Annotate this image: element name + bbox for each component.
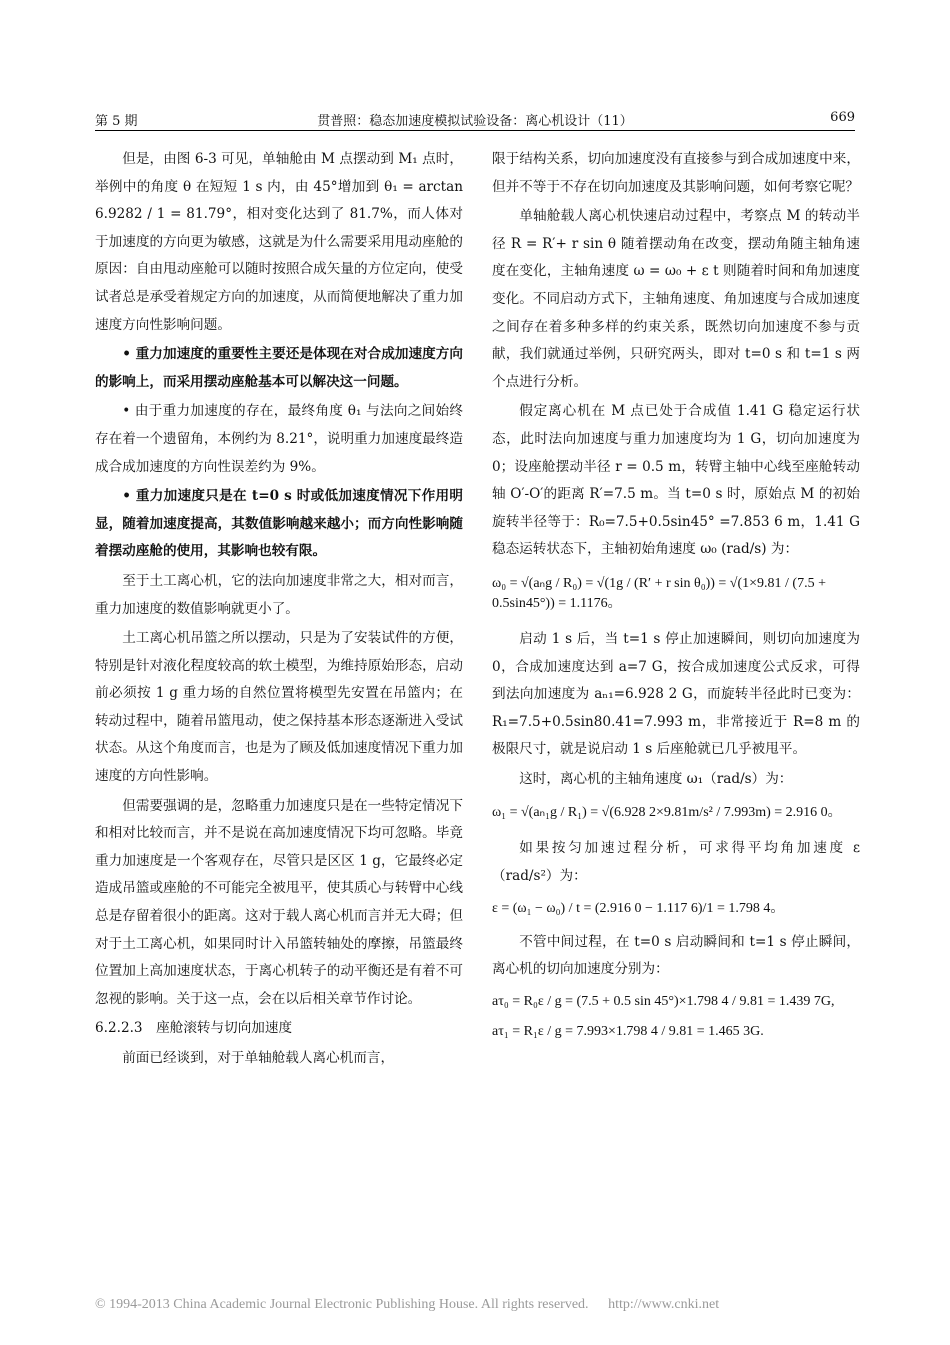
paragraph: 单轴舱载人离心机快速启动过程中，考察点 M 的转动半径 R = R′+ r sin θ 随着摆动角在改变，摆动角随主轴角速度在变化，主轴角速度 ω = ω₀ + ε t 则随着时间和角加速度变化。不同启动方式下，主轴角速度、角加速度与合成加速度之间存在着多种多样的约束关系，既然切向加速度不参与贡献，我们就通过举例，只研究两头，即对 t=0 s 和 t=1 s 两个点进行分析。 — [492, 208, 860, 390]
equation-epsilon: ε = (ω₁ − ω₀) / t = (2.916 0 − 1.117 6)/1 = 1.798 4。 — [492, 900, 785, 916]
paragraph: 土工离心机吊篮之所以摆动，只是为了安装试件的方便，特别是针对液化程度较高的软土模型，为维持原始形态，启动前必须按 1 g 重力场的自然位置将模型先安置在吊篮内；在转动过程中，随着吊篮甩动，使之保持基本形态逐渐进入受试状态。从这个角度而言，也是为了顾及低加速度情况下重力加速度的方向性影响。 — [95, 630, 463, 785]
paragraph: 但需要强调的是，忽略重力加速度只是在一些特定情况下和相对比较而言，并不是说在高加速度情况下均可忽略。毕竟重力加速度是一个客观存在，尽管只是区区 1 g，它最终必定造成吊篮或座舱的不可能完全被甩平，使其质心与转臂中心线总是存留着很小的距离。这对于载人离心机而言并无大碍；但对于土工离心机，如果同时计入吊篮转轴处的摩擦，吊篮最终位置加上高加速度状态，于离心机转子的动平衡还是有着不可忽视的影响。关于这一点，会在以后相关章节作讨论。 — [95, 797, 463, 1007]
bullet-point: • 重力加速度的重要性主要还是体现在对合成加速度方向的影响上，而采用摆动座舱基本可以解决这一问题。 — [95, 346, 463, 390]
paragraph: 启动 1 s 后，当 t=1 s 停止加速瞬间，则切向加速度为 0，合成加速度达到 a=7 G，按合成加速度公式反求，可得到法向加速度为 aₙ₁=6.928 2 G，而旋转半径此时已变为：R₁=7.5+0.5sin80.41=7.993 m，非常接近于 R=8 m 的极限尺寸，就是说启动 1 s 后座舱就已几乎被甩平。 — [492, 630, 860, 758]
footer-url: http://www.cnki.net — [608, 1297, 720, 1312]
paragraph: 这时，离心机的主轴角速度 ω₁（rad/s）为： — [519, 770, 793, 787]
running-title: 贯普照：稳态加速度模拟试验设备：离心机设计（11） — [317, 114, 633, 129]
bullet-point: • 重力加速度只是在 t=0 s 时或低加速度情况下作用明显，随着加速度提高，其数值影响越来越小；而方向性影响随着摆动座舱的使用，其影响也较有限。 — [95, 488, 463, 560]
paragraph: 前面已经谈到，对于单轴舱载人离心机而言， — [122, 1050, 395, 1066]
equation-a-tau1: aτ₁ = R₁ε / g = 7.993×1.798 4 / 9.81 = 1.465 3G. — [492, 1023, 764, 1039]
section-heading: 6.2.2.3 座舱滚转与切向加速度 — [95, 1020, 293, 1037]
right-column — [492, 146, 860, 1052]
issue-number: 第 5 期 — [95, 114, 138, 129]
page-number: 669 — [830, 110, 855, 125]
copyright-notice: © 1994-2013 China Academic Journal Electronic Publishing House. All rights reserved. — [95, 1297, 589, 1312]
bullet-point: • 由于重力加速度的存在，最终角度 θ₁ 与法向之间始终存在着一个遗留角，本例约为 8.21°，说明重力加速度最终造成合成加速度的方向性误差约为 9%。 — [95, 403, 463, 475]
page-footer — [95, 1297, 855, 1313]
paragraph: 假定离心机在 M 点已处于合成值 1.41 G 稳定运行状态，此时法向加速度与重力加速度均为 1 G，切向加速度为 0；设座舱摆动半径 r = 0.5 m，转臂主轴中心线至座舱转动轴 O′-O′的距离 R′=7.5 m。当 t=0 s 时，原始点 M 的初始旋转半径等于：R₀=7.5+0.5sin45° =7.853 6 m，1.41 G 稳态运转状态下，主轴初始角速度 ω₀ (rad/s) 为： — [492, 403, 860, 558]
equation-omega1: ω₁ = √(aₙ₁g / R₁) = √(6.928 2×9.81m/s² / 7.993m) = 2.916 0。 — [492, 805, 842, 821]
paragraph: 如果按匀加速过程分析，可求得平均角加速度 ε（rad/s²）为： — [492, 840, 860, 885]
left-column — [95, 146, 463, 1075]
page-header — [95, 108, 855, 131]
paragraph: 至于土工离心机，它的法向加速度非常之大，相对而言，重力加速度的数值影响就更小了。 — [95, 572, 463, 617]
paragraph: 不管中间过程，在 t=0 s 启动瞬间和 t=1 s 停止瞬间，离心机的切向加速度分别为： — [492, 933, 860, 978]
paragraph: 限于结构关系，切向加速度没有直接参与到合成加速度中来，但并不等于不存在切向加速度及其影响问题，如何考察它呢？ — [492, 151, 860, 195]
equation-a-tau0: aτ₀ = R₀ε / g = (7.5 + 0.5 sin 45°)×1.798 4 / 9.81 = 1.439 7G, — [492, 993, 835, 1009]
paragraph: 但是，由图 6-3 可见，单轴舱由 M 点摆动到 M₁ 点时，举例中的角度 θ 在短短 1 s 内，由 45°增加到 θ₁ = arctan 6.9282 / 1 = 81.79°，相对变化达到了 81.7%，而人体对于加速度的方向更为敏感，这就是为什么需要采用甩动座舱的原因：自由甩动座舱可以随时按照合成矢量的方位定向，使受试者总是承受着规定方向的加速度，从而简便地解决了重力加速度方向性影响问题。 — [95, 151, 463, 333]
equation-omega0: ω₀ = √(aₙg / R₀) = √(1g / (R′ + r sin θ₀)) = √(1×9.81 / (7.5 + 0.5sin45°)) = 1.1176。 — [492, 575, 826, 611]
